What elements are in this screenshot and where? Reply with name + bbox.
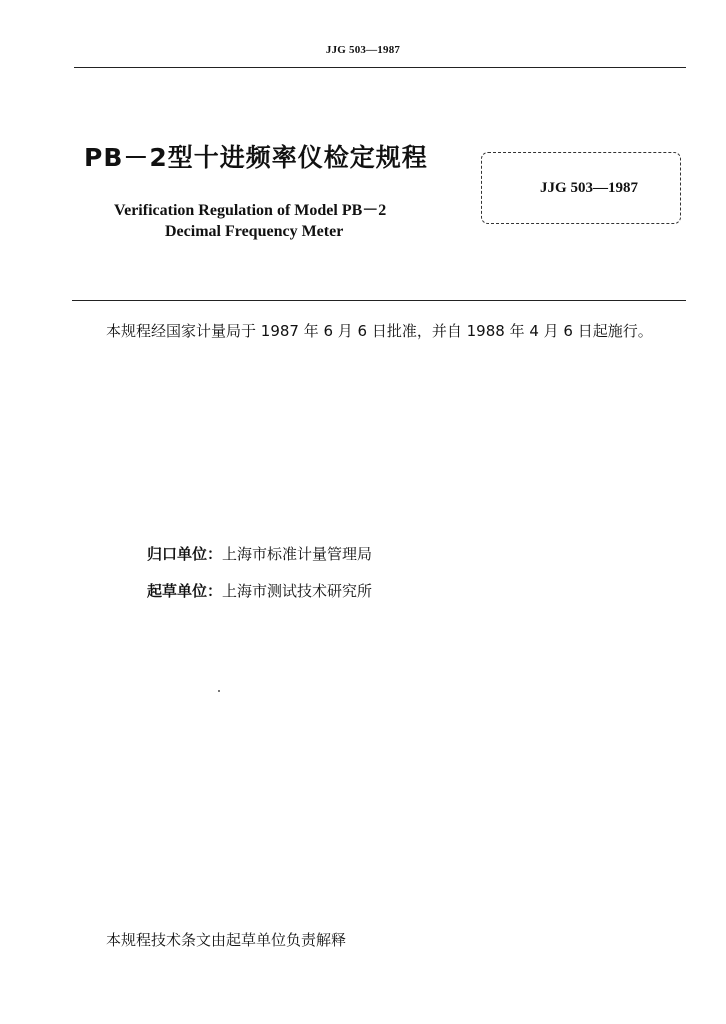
footer-note: 本规程技术条文由起草单位负责解释 [106, 931, 347, 949]
organization-line-drafting [147, 580, 372, 601]
section-rule [72, 300, 686, 301]
organization-value: 上海市测试技术研究所 [222, 582, 373, 600]
scan-speck [218, 690, 220, 692]
organization-label: 归口单位： [147, 545, 223, 563]
title-english-line1: Verification Regulation of Model PB－2 [114, 202, 387, 219]
regulation-code-box [481, 152, 681, 224]
approval-paragraph: 本规程经国家计量局于 1987 年 6 月 6 日批准，并自 1988 年 4 月 6 日起施行。 [106, 322, 653, 340]
running-header: JJG 503—1987 [325, 44, 401, 56]
organization-label: 起草单位： [147, 582, 223, 600]
title-english-line2: Decimal Frequency Meter [165, 223, 344, 240]
organization-line-responsible [147, 543, 372, 564]
organization-value: 上海市标准计量管理局 [222, 545, 373, 563]
header-rule [74, 67, 686, 68]
regulation-code: JJG 503—1987 [540, 179, 638, 196]
title-chinese: PB－2型十进频率仪检定规程 [84, 143, 428, 172]
